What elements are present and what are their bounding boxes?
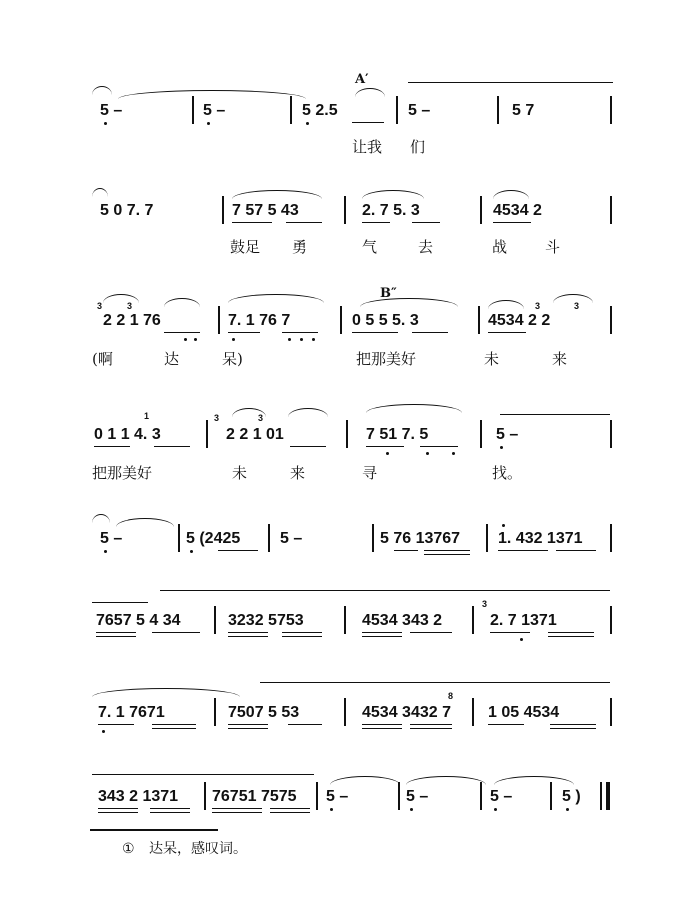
rhythm-underline (548, 636, 594, 637)
slur (288, 408, 328, 417)
barline (600, 782, 602, 810)
barline (344, 606, 346, 634)
slur (553, 294, 593, 303)
rhythm-underline (410, 724, 452, 725)
rhythm-underline (270, 812, 310, 813)
rhythm-underline (96, 632, 136, 633)
barline (610, 606, 612, 634)
measure: 7 51 7. 5 (366, 426, 429, 443)
low-octave-dot (288, 338, 291, 341)
rhythm-underline (228, 632, 268, 633)
rhythm-underline (410, 632, 452, 633)
low-octave-dot (190, 550, 193, 553)
grace-note: 3 (258, 413, 264, 423)
lyric: 呆) (222, 350, 243, 368)
rhythm-underline (98, 812, 138, 813)
grace-note: 3 (574, 301, 580, 311)
rhythm-underline (550, 728, 596, 729)
lyric: 勇 (292, 238, 308, 256)
measure: 5 2.5 (302, 102, 338, 119)
rhythm-underline (366, 446, 404, 447)
measure: 76751 7575 (212, 788, 297, 805)
lyric: 寻 (362, 464, 378, 482)
grace-note: 3 (97, 301, 103, 311)
slur (116, 518, 174, 527)
low-octave-dot (500, 446, 503, 449)
measure: 7507 5 53 (228, 704, 300, 721)
grace-note: 3 (535, 301, 541, 311)
barline (316, 782, 318, 810)
barline (472, 698, 474, 726)
rhythm-underline (228, 728, 268, 729)
measure: 2 2 1 76 (103, 312, 161, 329)
measure: 343 2 1371 (98, 788, 179, 805)
slur (92, 688, 240, 697)
measure: 0 5 5 5. 3 (352, 312, 419, 329)
measure: 5 7 (512, 102, 535, 119)
slur (494, 776, 574, 785)
measure: 3232 5753 (228, 612, 304, 629)
lyric: 把那美好 (356, 350, 417, 368)
rhythm-underline (362, 222, 390, 223)
measure: 7. 1 7671 (98, 704, 165, 721)
barline (550, 782, 552, 810)
barline (610, 420, 612, 448)
low-octave-dot (104, 122, 107, 125)
rhythm-underline (98, 808, 138, 809)
low-octave-dot (386, 452, 389, 455)
barline (610, 306, 612, 334)
measure: 2. 7 5. 3 (362, 202, 420, 219)
rhythm-underline (362, 728, 402, 729)
measure: 0 1 1 4. 3 (94, 426, 161, 443)
barline (268, 524, 270, 552)
lyric: 斗 (545, 238, 561, 256)
measure: 5 – (326, 788, 349, 805)
lyric: 未 (484, 350, 500, 368)
rhythm-underline (424, 550, 470, 551)
rhythm-underline (282, 632, 322, 633)
barline (372, 524, 374, 552)
low-octave-dot (566, 808, 569, 811)
low-octave-dot (330, 808, 333, 811)
low-octave-dot (102, 730, 105, 733)
barline (290, 96, 292, 124)
low-octave-dot (104, 550, 107, 553)
lyric: 找。 (492, 464, 523, 482)
measure: 5 – (496, 426, 519, 443)
barline (206, 420, 208, 448)
slur (366, 404, 462, 413)
score-row-2 (0, 160, 697, 270)
grace-note: 3 (214, 413, 220, 423)
rhythm-underline (362, 632, 402, 633)
measure: 4534 3432 7 (362, 704, 451, 721)
measure: 1. 432 1371 (498, 530, 583, 547)
measure: 5 – (406, 788, 429, 805)
rhythm-underline (556, 550, 596, 551)
lyric: 战 (492, 238, 508, 256)
measure: 4534 2 2 (488, 312, 551, 329)
slur (103, 294, 139, 303)
barline (486, 524, 488, 552)
rhythm-underline (152, 632, 200, 633)
rhythm-underline (154, 446, 190, 447)
lyric: 来 (552, 350, 568, 368)
measure: 2. 7 1371 (490, 612, 557, 629)
rhythm-underline (548, 632, 594, 633)
rhythm-underline (94, 446, 130, 447)
tie-line (408, 82, 613, 83)
measure: 1 05 4534 (488, 704, 560, 721)
tie-line (260, 682, 610, 683)
grace-note: 1 (144, 411, 150, 421)
tie-line (160, 590, 610, 591)
rhythm-underline (282, 332, 318, 333)
measure: 5 ) (562, 788, 581, 805)
tie-line (92, 602, 148, 603)
grace-note: 3 (482, 599, 488, 609)
rhythm-underline (410, 728, 452, 729)
footnote-text: 达呆，感叹词。 (149, 841, 248, 857)
rhythm-underline (96, 636, 136, 637)
barline (344, 196, 346, 224)
measure: 7657 5 4 34 (96, 612, 181, 629)
measure: 2 2 1 01 (226, 426, 284, 443)
slur (330, 776, 400, 785)
rhythm-underline (164, 332, 200, 333)
slur (360, 298, 458, 307)
barline (222, 196, 224, 224)
barline (218, 306, 220, 334)
measure: 5 – (100, 530, 123, 547)
lyric: 去 (418, 238, 434, 256)
rhythm-underline (394, 550, 418, 551)
rhythm-underline (352, 332, 398, 333)
rhythm-underline (362, 636, 402, 637)
score-row-3 (0, 270, 697, 380)
barline (346, 420, 348, 448)
barline (497, 96, 499, 124)
rhythm-underline (288, 724, 322, 725)
barline (398, 782, 400, 810)
section-mark-a: A′ (355, 72, 369, 87)
tie-line (92, 774, 314, 775)
grace-note: 8 (448, 691, 454, 701)
measure: 5 – (280, 530, 303, 547)
barline (472, 606, 474, 634)
barline (178, 524, 180, 552)
slur (406, 776, 486, 785)
lyric: (啊 (92, 350, 113, 368)
rhythm-underline (290, 446, 326, 447)
measure: 5 – (408, 102, 431, 119)
final-barline (606, 782, 610, 810)
rhythm-underline (493, 222, 531, 223)
rhythm-underline (412, 332, 448, 333)
low-octave-dot (312, 338, 315, 341)
rhythm-underline (212, 812, 262, 813)
tie-line (500, 414, 610, 415)
rhythm-underline (488, 724, 524, 725)
lyric: 们 (410, 138, 426, 156)
barline (396, 96, 398, 124)
barline (344, 698, 346, 726)
rhythm-underline (352, 122, 384, 123)
measure: 4534 343 2 (362, 612, 443, 629)
slur (92, 86, 112, 95)
low-octave-dot (494, 808, 497, 811)
score-row-8 (0, 750, 697, 860)
barline (610, 196, 612, 224)
lyric: 未 (232, 464, 248, 482)
measure: 7. 1 76 7 (228, 312, 291, 329)
rhythm-underline (424, 554, 470, 555)
rhythm-underline (490, 632, 530, 633)
measure: 5 – (100, 102, 123, 119)
rhythm-underline (218, 550, 258, 551)
score-row-1 (0, 60, 697, 170)
slur (232, 190, 322, 199)
rhythm-underline (282, 636, 322, 637)
barline (478, 306, 480, 334)
barline (480, 420, 482, 448)
lyric: 来 (290, 464, 306, 482)
barline (480, 782, 482, 810)
rhythm-underline (228, 332, 260, 333)
rhythm-underline (228, 636, 268, 637)
measure: 4534 2 (493, 202, 542, 219)
barline (480, 196, 482, 224)
rhythm-underline (150, 808, 190, 809)
rhythm-underline (212, 808, 262, 809)
footnote-rule (90, 829, 218, 831)
rhythm-underline (488, 332, 526, 333)
low-octave-dot (207, 122, 210, 125)
low-octave-dot (452, 452, 455, 455)
low-octave-dot (184, 338, 187, 341)
measure: 5 0 7. 7 (100, 202, 154, 219)
rhythm-underline (420, 446, 458, 447)
lyric: 气 (362, 238, 378, 256)
rhythm-underline (550, 724, 596, 725)
rhythm-underline (412, 222, 440, 223)
footnote-marker: ① (122, 841, 135, 857)
rhythm-underline (232, 222, 272, 223)
barline (214, 698, 216, 726)
low-octave-dot (426, 452, 429, 455)
slur (228, 294, 324, 303)
lyric: 让我 (352, 138, 383, 156)
slur (164, 298, 200, 307)
barline (204, 782, 206, 810)
score-row-4 (0, 378, 697, 488)
rhythm-underline (228, 724, 268, 725)
rhythm-underline (98, 724, 134, 725)
low-octave-dot (232, 338, 235, 341)
lyric: 达 (164, 350, 180, 368)
rhythm-underline (152, 728, 196, 729)
rhythm-underline (152, 724, 196, 725)
high-octave-dot (502, 524, 505, 527)
slur (488, 300, 524, 309)
low-octave-dot (306, 122, 309, 125)
rhythm-underline (150, 812, 190, 813)
measure: 5 – (490, 788, 513, 805)
slur (493, 190, 529, 199)
slur (362, 190, 424, 199)
measure: 5 (2425 (186, 530, 241, 547)
barline (610, 524, 612, 552)
slur (92, 514, 110, 523)
rhythm-underline (270, 808, 310, 809)
low-octave-dot (410, 808, 413, 811)
barline (214, 606, 216, 634)
section-mark-b: B″ (380, 286, 397, 301)
score-row-5 (0, 484, 697, 594)
slur (118, 90, 306, 99)
measure: 7 57 5 43 (232, 202, 299, 219)
rhythm-underline (286, 222, 322, 223)
barline (610, 96, 612, 124)
slur (355, 88, 385, 97)
measure: 5 – (203, 102, 226, 119)
lyric: 把那美好 (92, 464, 153, 482)
slur (92, 188, 108, 197)
barline (610, 698, 612, 726)
low-octave-dot (520, 638, 523, 641)
low-octave-dot (194, 338, 197, 341)
barline (192, 96, 194, 124)
grace-note: 3 (127, 301, 133, 311)
low-octave-dot (300, 338, 303, 341)
barline (340, 306, 342, 334)
measure: 5 76 13767 (380, 530, 461, 547)
rhythm-underline (362, 724, 402, 725)
rhythm-underline (498, 550, 548, 551)
footnote (122, 840, 247, 858)
lyric: 鼓足 (230, 238, 261, 256)
